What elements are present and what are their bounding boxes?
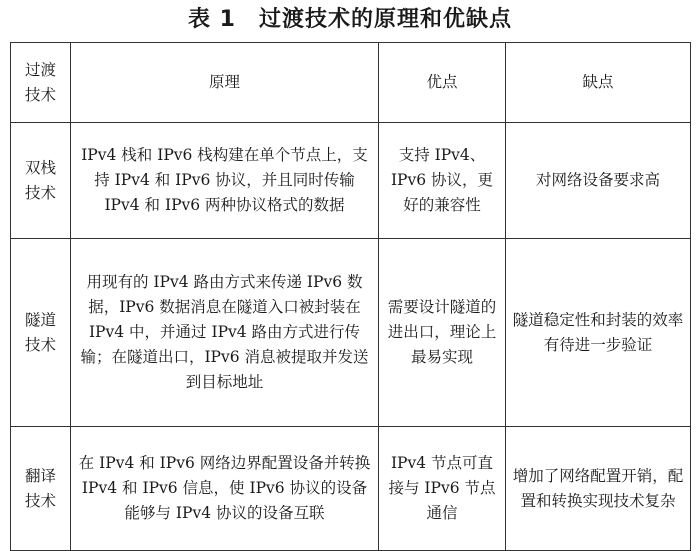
advantage-cell: 需要设计隧道的进出口，理论上最易实现 [379, 239, 506, 427]
table-title: 表 1 过渡技术的原理和优缺点 [188, 7, 512, 32]
disadvantage-cell: 隧道稳定性和封装的效率有待进一步验证 [506, 239, 691, 427]
advantage-cell: IPv4 节点可直接与 IPv6 节点通信 [379, 427, 506, 551]
table-row [11, 239, 691, 427]
principle-cell: 用现有的 IPv4 路由方式来传递 IPv6 数据，IPv6 数据消息在隧道入口被封装在 IPv4 中，并通过 IPv4 路由方式进行传输；在隧道出口，IPv6 消息被提取并发送到目标地址 [71, 239, 379, 427]
table-row [11, 427, 691, 551]
technique-cell: 隧道技术 [11, 239, 71, 427]
technique-cell: 翻译技术 [11, 427, 71, 551]
header-principle: 原理 [71, 43, 379, 123]
technique-cell: 双栈技术 [11, 123, 71, 239]
comparison-table [10, 42, 691, 551]
disadvantage-cell: 对网络设备要求高 [506, 123, 691, 239]
disadvantage-cell: 增加了网络配置开销，配置和转换实现技术复杂 [506, 427, 691, 551]
table-header-row [11, 43, 691, 123]
principle-cell: IPv4 栈和 IPv6 栈构建在单个节点上，支持 IPv4 和 IPv6 协议，并且同时传输 IPv4 和 IPv6 两种协议格式的数据 [71, 123, 379, 239]
table-row [11, 123, 691, 239]
header-disadvantage: 缺点 [506, 43, 691, 123]
principle-cell: 在 IPv4 和 IPv6 网络边界配置设备并转换 IPv4 和 IPv6 信息，使 IPv6 协议的设备能够与 IPv4 协议的设备互联 [71, 427, 379, 551]
header-technique: 过渡技术 [11, 43, 71, 123]
header-advantage: 优点 [379, 43, 506, 123]
advantage-cell: 支持 IPv4、IPv6 协议，更好的兼容性 [379, 123, 506, 239]
